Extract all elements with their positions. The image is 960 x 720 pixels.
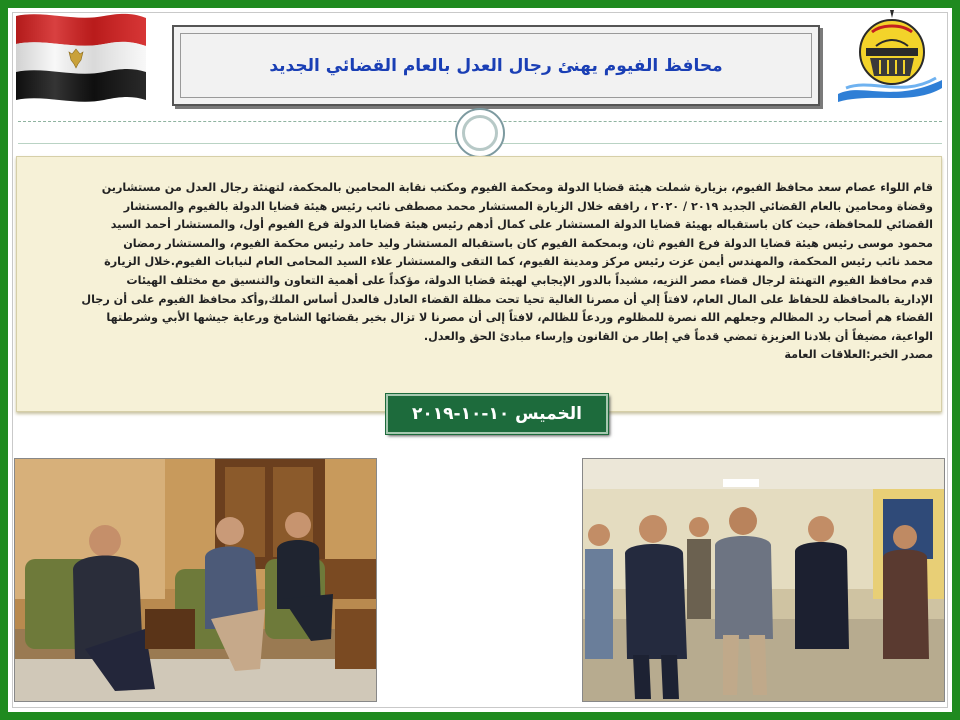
divider-circle-ornament (455, 108, 505, 158)
article-box (16, 156, 942, 412)
date-text: الخميس ١٠-١٠-٢٠١٩ (412, 404, 582, 424)
article-line: قام اللواء عصام سعد محافظ الفيوم، بزيارة شملت هيئة قضايا الدولة ومحكمة الفيوم ومكتب نقابة المحامين بالمحكمة، لتهنئة رجال العدل من مستشارين (101, 181, 933, 194)
date-badge (386, 394, 608, 434)
article-text (37, 179, 933, 346)
article-line: قدم محافظ الفيوم التهنئة لرجال قضاء مصر النزيه، مشيداً بالدور الإيجابي لهيئة قضايا الدولة، مؤكداً على أهمية التعاون والتنسيق مع مختلف الهيئات (126, 273, 933, 287)
news-source: مصدر الخبر:العلاقات العامة (784, 348, 933, 362)
egypt-flag-image (14, 10, 148, 104)
article-line: القضاء هم أصحاب رد المظالم وجعلهم الله نصرة للمظلوم وردعاً للظالم، لافتاً إلى أن مصرنا لا تزال بخير بقضائها الشامخ ورعاية جيشها الأبي وشرطتها (106, 311, 933, 325)
meeting-photo (14, 458, 377, 702)
article-line: الإدارية بالمحافظة للحفاظ على المال العام، لافتاً إلي أن مصرنا الغالية تحيا تحت مظلة القضاء العادل فالعدل أساس الملك,وأكد محافظ الفيوم على أن رجال (81, 292, 933, 306)
page-title: محافظ الفيوم يهنئ رجال العدل بالعام القضائي الجديد (269, 55, 723, 76)
article-line: محمد نائب رئيس المحكمة، والمهندس أيمن عزت رئيس مركز ومدينة الفيوم، كما التقى والمستشار علاء السيد المحامى العام لنيابات الفيوم.خلال الزيارة (104, 255, 933, 269)
title-box (172, 25, 820, 106)
article-line: وقضاة ومحامين بالعام القضائي الجديد ٢٠١٩ / ٢٠٢٠ ، رافقه خلال الزيارة المستشار محمد مصطفى نائب رئيس هيئة قضايا الدولة بالفيوم والمستشار (123, 199, 933, 213)
fayoum-logo (832, 8, 946, 106)
visit-photo (582, 458, 945, 702)
article-line: محمود موسى رئيس هيئة قضايا الدولة فرع الفيوم ثان، وبمحكمة الفيوم كان باستقباله المستشار وليد حامد رئيس محكمة الفيوم، والمستشار رمضان (123, 236, 933, 250)
article-line: الواعية، مضيفاً أن بلادنا العزيزة تمضي قدماً في إطار من القانون وإرساء مبادئ الحق والعدل. (423, 329, 933, 343)
article-line: القضائي للمحافظة، حيث كان باستقباله بهيئة قضايا الدولة المستشار على كمال أدهم رئيس هيئة قضايا الدولة فرع الفيوم أول، والمستشار أحمد السيد (110, 218, 933, 232)
